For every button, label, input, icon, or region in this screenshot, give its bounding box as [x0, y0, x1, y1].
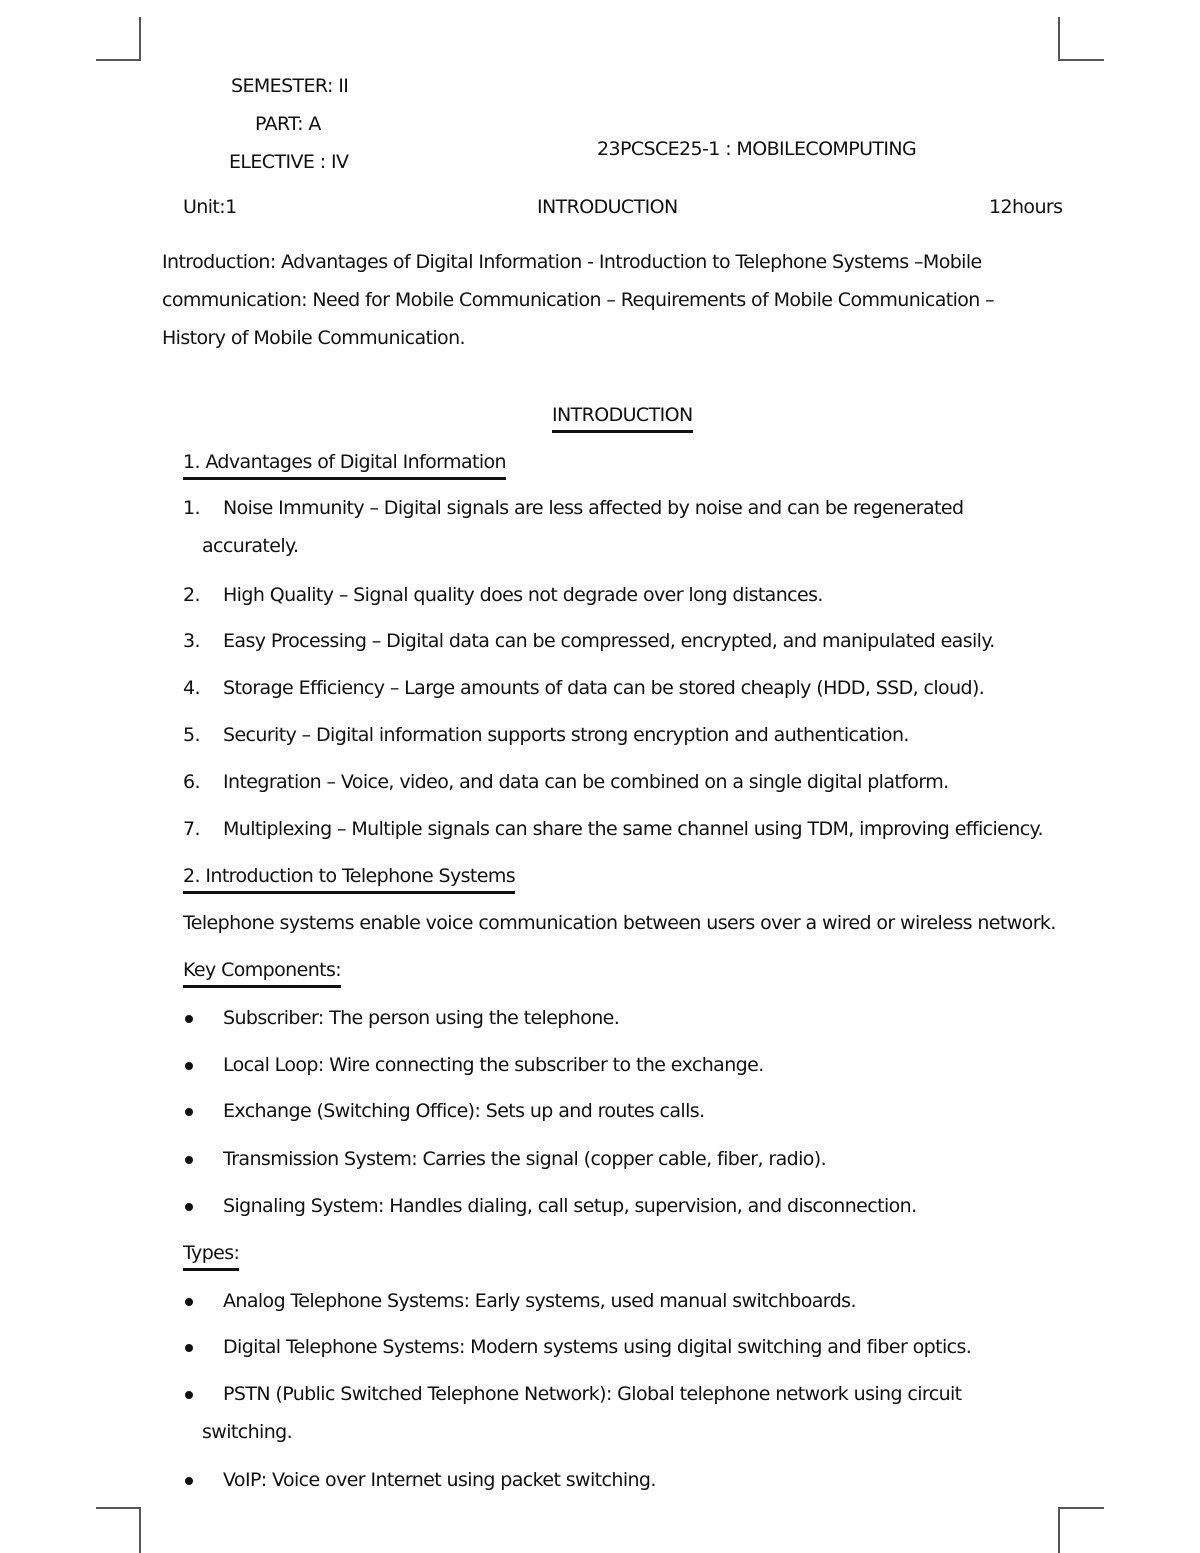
bullet-icon [185, 1108, 193, 1116]
item-number: 6. [183, 771, 200, 793]
crop-mark-top-left [96, 59, 141, 61]
syllabus-line: communication: Need for Mobile Communication – Requirements of Mobile Communication – [162, 289, 995, 311]
types-heading: Types: [183, 1241, 239, 1271]
semester-label: SEMESTER: II [231, 75, 349, 97]
syllabus-paragraph [162, 243, 1062, 357]
list-item [183, 723, 909, 747]
item-text: Integration – Voice, video, and data can be combined on a single digital platform. [223, 771, 949, 793]
syllabus-line: Introduction: Advantages of Digital Information - Introduction to Telephone Systems –Mobile [162, 251, 982, 273]
component-item: Transmission System: Carries the signal (copper cable, fiber, radio). [223, 1148, 827, 1170]
type-item: PSTN (Public Switched Telephone Network): Global telephone network using circuit [223, 1383, 962, 1405]
bullet-icon [185, 1344, 193, 1352]
list-item [183, 496, 963, 558]
components-heading: Key Components: [183, 958, 341, 988]
list-item [183, 629, 995, 653]
list-item [183, 817, 1043, 841]
course-title: 23PCSCE25-1 : MOBILECOMPUTING [597, 138, 917, 160]
type-item: Analog Telephone Systems: Early systems, used manual switchboards. [223, 1290, 856, 1312]
component-item: Local Loop: Wire connecting the subscriber to the exchange. [223, 1054, 764, 1076]
component-item: Signaling System: Handles dialing, call setup, supervision, and disconnection. [223, 1195, 917, 1217]
item-number: 1. [183, 497, 200, 519]
item-text: High Quality – Signal quality does not degrade over long distances. [223, 584, 823, 606]
item-continuation: accurately. [202, 535, 299, 557]
item-text: Storage Efficiency – Large amounts of data can be stored cheaply (HDD, SSD, cloud). [223, 677, 985, 699]
unit-number: Unit:1 [183, 196, 237, 218]
item-text: Security – Digital information supports strong encryption and authentication. [223, 724, 909, 746]
telephone-intro: Telephone systems enable voice communication between users over a wired or wireless network. [183, 912, 1056, 934]
crop-mark-top-left [139, 17, 141, 61]
advantages-heading: 1. Advantages of Digital Information [183, 450, 506, 480]
bullet-icon [185, 1391, 193, 1399]
item-number: 7. [183, 818, 200, 840]
crop-mark-top-right [1058, 59, 1104, 61]
bullet-icon [185, 1015, 193, 1023]
item-number: 3. [183, 630, 200, 652]
bullet-icon [185, 1062, 193, 1070]
bullet-icon [185, 1298, 193, 1306]
type-item: Digital Telephone Systems: Modern systems using digital switching and fiber optics. [223, 1336, 972, 1358]
item-number: 2. [183, 584, 200, 606]
item-text: Multiplexing – Multiple signals can share the same channel using TDM, improving efficiency. [223, 818, 1043, 840]
type-item: VoIP: Voice over Internet using packet switching. [223, 1469, 656, 1491]
telephone-heading: 2. Introduction to Telephone Systems [183, 864, 515, 894]
part-label: PART: A [255, 113, 321, 135]
syllabus-line: History of Mobile Communication. [162, 327, 465, 349]
item-text: Easy Processing – Digital data can be compressed, encrypted, and manipulated easily. [223, 630, 995, 652]
unit-title: INTRODUCTION [537, 196, 678, 218]
list-item [183, 770, 949, 794]
component-item: Subscriber: The person using the telephone. [223, 1007, 620, 1029]
list-item [183, 676, 984, 700]
crop-mark-bottom-right [1058, 1507, 1060, 1553]
crop-mark-top-right [1058, 17, 1060, 61]
component-item: Exchange (Switching Office): Sets up and routes calls. [223, 1100, 705, 1122]
elective-label: ELECTIVE : IV [229, 151, 349, 173]
crop-mark-bottom-left [139, 1507, 141, 1553]
crop-mark-bottom-left [96, 1507, 141, 1509]
item-text: Noise Immunity – Digital signals are less affected by noise and can be regenerated [223, 497, 964, 519]
item-number: 4. [183, 677, 200, 699]
list-item [183, 583, 823, 607]
bullet-icon [185, 1156, 193, 1164]
unit-hours: 12hours [989, 196, 1063, 218]
crop-mark-bottom-right [1058, 1507, 1104, 1509]
section-title: INTRODUCTION [552, 403, 693, 433]
item-number: 5. [183, 724, 200, 746]
type-item-continuation: switching. [202, 1421, 293, 1443]
bullet-icon [185, 1477, 193, 1485]
bullet-icon [185, 1203, 193, 1211]
